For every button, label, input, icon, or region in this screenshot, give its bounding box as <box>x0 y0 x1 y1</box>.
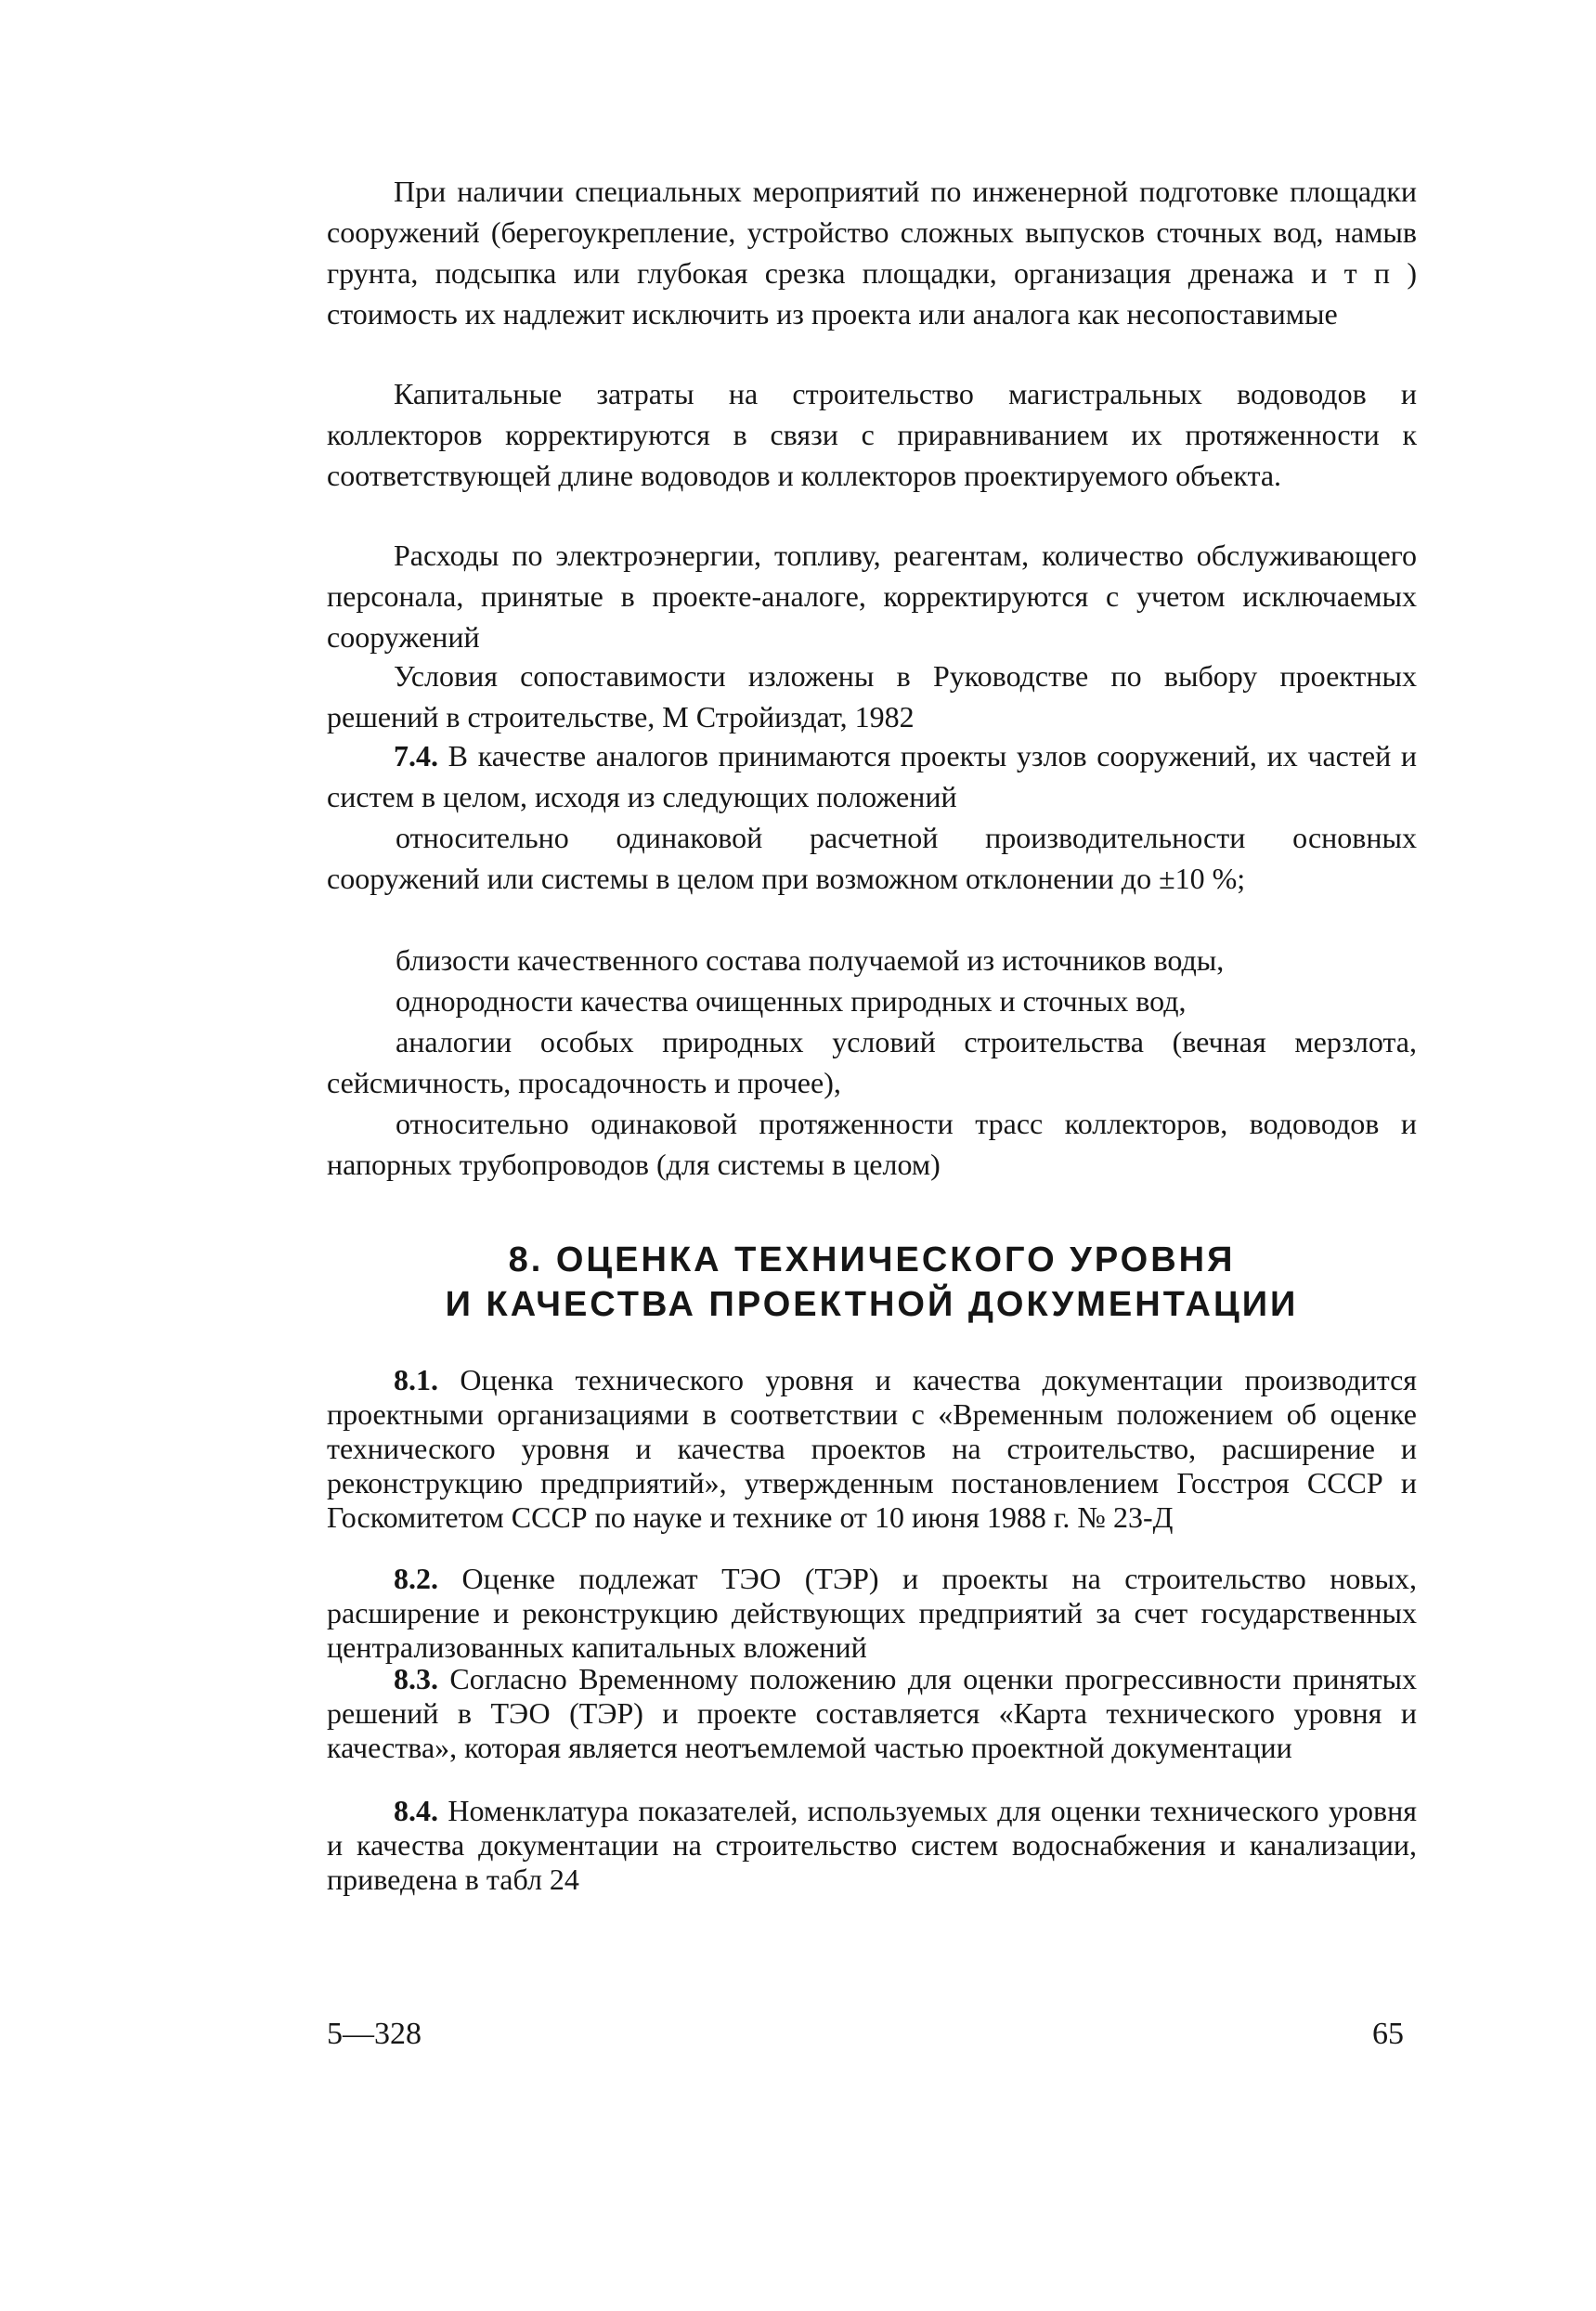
paragraph-8-4: 8.4. Номенклатура показателей, используемых для оценки технического уровня и качества документации на строительство систем водоснабжения и канализации, приведена в табл 24 <box>327 1794 1417 1896</box>
page-number: 65 <box>1372 2017 1404 2051</box>
list-item-water-quality: близости качественного состава получаемой из источников воды, <box>396 943 1225 977</box>
clause-number: 8.3. <box>394 1662 438 1695</box>
clause-number: 8.2. <box>394 1562 438 1595</box>
paragraph-operating-costs: Расходы по электроэнергии, топливу, реагентам, количество обслуживающего персонала, принятые в проекте-аналоге, корректируются с учетом исключаемых сооружений <box>327 539 1417 654</box>
list-item-natural-conditions: аналогии особых природных условий строительства (вечная мерзлота, сейсмичность, просадочность и прочее), <box>327 1025 1417 1099</box>
signature-mark: 5—328 <box>327 2017 422 2051</box>
list-item-treated-water: однородности качества очищенных природных и сточных вод, <box>396 984 1187 1018</box>
clause-number: 7.4. <box>394 739 438 772</box>
paragraph-8-3: 8.3. Согласно Временному положению для оценки прогрессивности принятых решений в ТЭО (ТЭР) и проекте составляется «Карта технического уровня и качества», которая является неотъемлемой частью проектной документации <box>327 1662 1417 1764</box>
list-item-capacity: относительно одинаковой расчетной производительности основных сооружений или системы в целом при возможном отклонении до ±10 %; <box>327 821 1417 895</box>
list-item-pipeline-length: относительно одинаковой протяженности трасс коллекторов, водоводов и напорных трубопроводов (для системы в целом) <box>327 1107 1417 1181</box>
paragraph-8-1: 8.1. Оценка технического уровня и качества документации производится проектными организациями в соответствии с «Временным положением об оценке технического уровня и качества проектов на строительство, расширение и реконструкцию предприятий», утвержденным постановлением Госстроя СССР и Госкомитетом СССР по науке и технике от 10 июня 1988 г. № 23-Д <box>327 1363 1417 1534</box>
paragraph-special-measures: При наличии специальных мероприятий по инженерной подготовке площадки сооружений (берегоукрепление, устройство сложных выпусков сточных вод, намыв грунта, подсыпка или глубокая срезка площадки, организация дренажа и т п ) стоимость их надлежит исключить из проекта или аналога как несопоставимые <box>327 175 1417 331</box>
clause-number: 8.1. <box>394 1363 438 1396</box>
paragraph-capital-costs: Капитальные затраты на строительство магистральных водоводов и коллекторов корректируются в связи с приравниванием их протяженности к соответствующей длине водоводов и коллекторов проектируемого объекта. <box>327 377 1417 492</box>
paragraph-comparability-conditions: Условия сопоставимости изложены в Руководстве по выбору проектных решений в строительстве, М Стройиздат, 1982 <box>327 659 1417 734</box>
section-heading-line-1: 8. ОЦЕНКА ТЕХНИЧЕСКОГО УРОВНЯ <box>508 1240 1236 1279</box>
clause-number: 8.4. <box>394 1794 438 1827</box>
section-heading-line-2: И КАЧЕСТВА ПРОЕКТНОЙ ДОКУМЕНТАЦИИ <box>445 1285 1299 1324</box>
paragraph-8-2: 8.2. Оценке подлежат ТЭО (ТЭР) и проекты на строительство новых, расширение и реконструкцию действующих предприятий за счет государственных централизованных капитальных вложений <box>327 1562 1417 1664</box>
paragraph-7-4: 7.4. В качестве аналогов принимаются проекты узлов сооружений, их частей и систем в целом, исходя из следующих положений <box>327 739 1417 813</box>
